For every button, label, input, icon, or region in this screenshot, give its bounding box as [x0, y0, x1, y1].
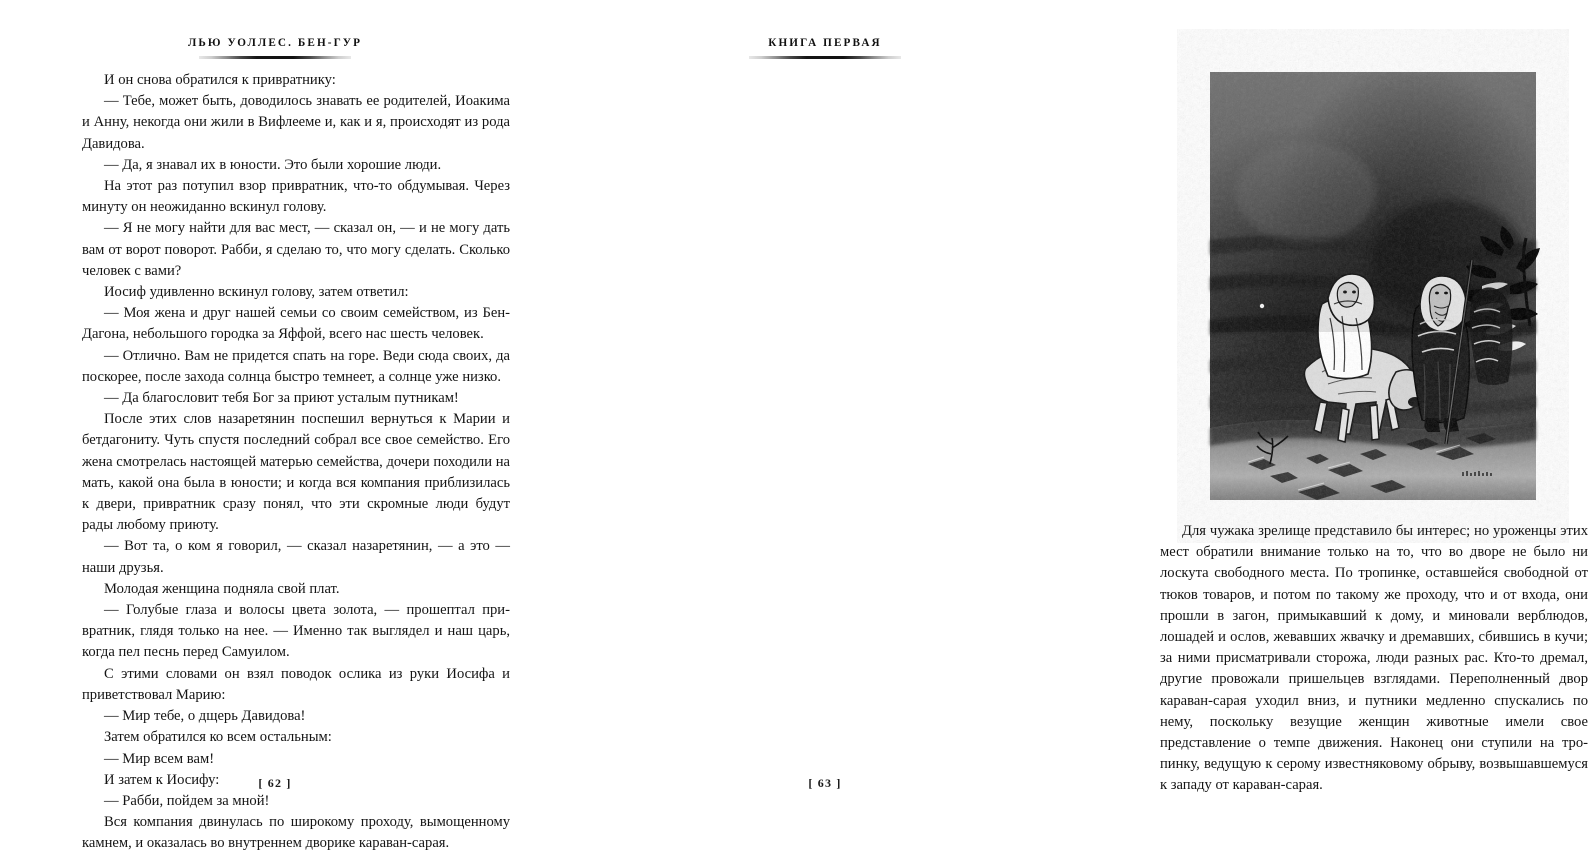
paragraph: Вся компания двинулась по широкому проходу, вымощенному камнем, и оказалась во внутреннем дворике караван-сарая.	[82, 814, 510, 852]
illustration-figure	[1210, 72, 1536, 500]
paragraph: И он снова обратился к привратнику:	[104, 72, 336, 88]
header-rule-ornament	[199, 56, 351, 59]
paragraph: — Вот та, о ком я говорил, — сказал назаретянин, — а это — наши друзья.	[82, 538, 510, 576]
left-page	[0, 0, 550, 852]
paragraph: И затем к Иосифу:	[104, 771, 220, 788]
paragraph: На этот раз потупил взор привратник, что-то обдумывая. Через минуту он неожиданно вскинул голову.	[82, 178, 510, 216]
right-text-column	[1160, 521, 1588, 797]
header-rule-ornament	[749, 56, 901, 59]
engraving-mary-on-donkey-with-joseph-icon	[1210, 72, 1536, 500]
right-page	[550, 0, 1588, 825]
paragraph: — Рабби, пойдем за мной!	[104, 792, 270, 809]
paragraph: — Я не могу найти для вас мест, — сказал он, — и не могу дать вам от ворот поворот. Рабби, я сделаю то, что могу сделать. Сколько человек с вами?	[82, 220, 510, 279]
paragraph: После этих слов назаретянин поспешил вернуться к Марии и бетдагониту. Чуть спустя последний собрал все свое семейство. Его жена смотрелась настоящей матерью семейства, дочери походили на мать, какой она была в юности; и когда вся компания приблизилась к двери, привратник сразу понял, что эти скромные люди будут рады любому приюту.	[82, 411, 510, 534]
right-running-head	[550, 38, 1100, 59]
paragraph: — Да, я знавал их в юности. Это были хорошие люди.	[104, 156, 442, 173]
paragraph: С этими словами он взял поводок ослика из руки Иосифа и приветствовал Марию:	[82, 665, 510, 703]
left-page-folio: [ 62 ]	[258, 776, 292, 790]
paragraph: Для чужака зрелище представило бы интерес; но уроженцы этих мест обратили внимание только на то, что во дворе не было ни лоскута свободного места. По тропинке, оставшейся свободной от тюков товаров, и потом по такому же проходу, что и от входа, они прошли в загон, примыкавший к дому, и миновали верблюдов, лошадей и ослов, жевавших жвачку и дремавших, сбившись в кучи; за ними присматривали сторожа, люди разных рас. Кто-то дремал, другие провожали пришельцев взглядами. Переполненный двор караван-сарая уходил вниз, и путники медленно спускались по нему, поскольку везущие женщин животные имели свое представление о темпе движения. Наконец они ступили на тропинку, ведущую к серому известняковому обрыву, возвышавшемуся к западу от караван-сарая.	[1160, 523, 1588, 794]
paragraph: — Мир всем вам!	[104, 750, 215, 767]
paragraph: — Мир тебе, о дщерь Давидова!	[104, 708, 306, 725]
paragraph: Молодая женщина подняла свой плат.	[104, 580, 340, 597]
paragraph: — Голубые глаза и волосы цвета золота, — прошептал привратник, глядя только на нее. — Именно так выглядел и наш царь, когда пел песнь перед Самуилом.	[82, 602, 510, 661]
paragraph: — Тебе, может быть, доводилось знавать ее родителей, Иоакима и Анну, некогда они жили в Вифлееме и, как и я, происходят из рода Давидова.	[82, 93, 510, 152]
left-running-head	[0, 38, 550, 59]
left-running-head-text: ЛЬЮ УОЛЛЕС. БЕН-ГУР	[187, 37, 363, 49]
left-text-column	[82, 70, 510, 855]
paragraph: Иосиф удивленно вскинул голову, затем ответил:	[104, 284, 409, 301]
paragraph: — Отлично. Вам не придется спать на горе. Веди сюда своих, да поскорее, после захода солнца быстро темнеет, а солнце уже низко.	[82, 347, 510, 385]
paragraph: Затем обратился ко всем остальным:	[104, 729, 332, 746]
paragraph: — Да благословит тебя Бог за приют усталым путникам!	[104, 390, 459, 407]
right-running-head-text: КНИГА ПЕРВАЯ	[768, 37, 882, 49]
right-page-folio: [ 63 ]	[808, 776, 842, 790]
paragraph: — Моя жена и друг нашей семьи со своим семейством, из Бен-Дагона, небольшого городка за Яффой, всего нас шесть человек.	[82, 305, 510, 343]
